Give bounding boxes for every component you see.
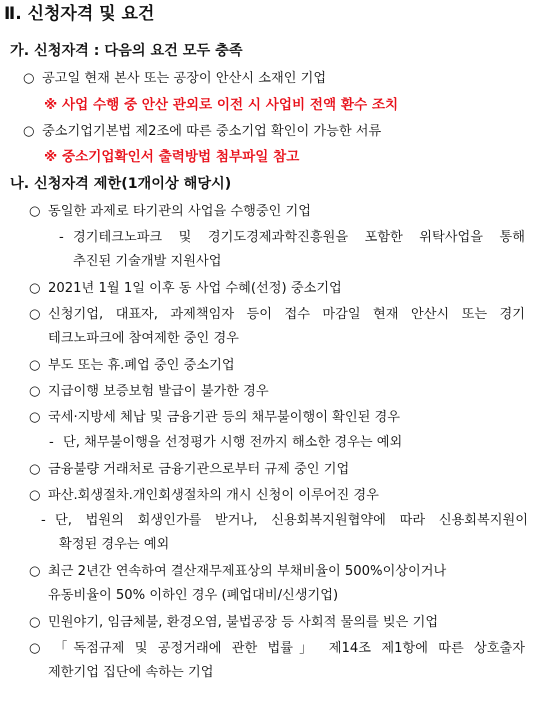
list-item-text: 「독점규제 및 공정거래에 관한 법률」 제14조 제1항에 따른 상호출자 <box>48 641 525 656</box>
list-item-continued: 유동비율이 50% 이하인 경우 (폐업대비/신생기업) <box>48 588 339 603</box>
list-item-text: 2021년 1월 1일 이후 동 사업 수혜(선정) 중소기업 <box>48 281 342 296</box>
bullet-circle-icon: ○ <box>29 615 41 630</box>
list-item-text: 국세·지방세 체납 및 금융기관 등의 채무불이행이 확인된 경우 <box>48 410 401 425</box>
list-item <box>23 123 381 141</box>
list-item-text: 민원야기, 임금체불, 환경오염, 불법공장 등 사회적 물의를 빚은 기업 <box>48 615 439 630</box>
sub-item-text: 단, 법원의 회생인가를 받거나, 신용회복지원협약에 따라 신용회복지원이 <box>55 513 528 528</box>
list-item <box>23 70 326 88</box>
bullet-circle-icon: ○ <box>29 462 41 477</box>
sub-item-text: 경기테크노파크 및 경기도경제과학진흥원을 포함한 위탁사업을 통해 <box>73 230 525 245</box>
part-b-title: 나. 신청자격 제한(1개이상 해당시) <box>10 176 232 192</box>
list-item <box>29 306 525 324</box>
list-item-text: 최근 2년간 연속하여 결산재무제표상의 부채비율이 500%이상이거나 <box>48 564 447 579</box>
list-item-text: 부도 또는 휴.폐업 중인 중소기업 <box>48 358 235 373</box>
bullet-circle-icon: ○ <box>23 71 35 86</box>
list-item-text: 파산.회생절차.개인회생절차의 개시 신청이 이루어진 경우 <box>48 488 379 503</box>
list-item <box>29 280 342 298</box>
list-item-text: 공고일 현재 본사 또는 공장이 안산시 소재인 기업 <box>42 71 327 86</box>
bullet-circle-icon: ○ <box>29 384 41 399</box>
list-item <box>29 203 311 221</box>
list-item <box>29 383 269 401</box>
list-item <box>29 614 438 632</box>
bullet-circle-icon: ○ <box>23 124 35 139</box>
section-title: Ⅱ. 신청자격 및 요건 <box>4 4 155 24</box>
bullet-circle-icon: ○ <box>29 641 41 656</box>
part-a-title: 가. 신청자격 : 다음의 요건 모두 충족 <box>10 43 243 59</box>
list-item-text: 금융불량 거래처로 금융기관으로부터 규제 중인 기업 <box>48 462 350 477</box>
dash-marker: - <box>41 513 46 528</box>
sub-item <box>59 229 525 247</box>
sub-item-continued: 추진된 기술개발 지원사업 <box>73 254 222 269</box>
sub-item-text: 단, 채무불이행을 선정평가 시행 전까지 해소한 경우는 예외 <box>63 435 403 450</box>
list-item-text: 중소기업기본법 제2조에 따른 중소기업 확인이 가능한 서류 <box>42 124 382 139</box>
bullet-circle-icon: ○ <box>29 564 41 579</box>
list-item-text: 지급이행 보증보험 발급이 불가한 경우 <box>48 384 269 399</box>
sub-item-continued: 확정된 경우는 예외 <box>59 537 170 552</box>
list-item-continued: 테크노파크에 참여제한 중인 경우 <box>48 331 239 346</box>
sub-item <box>41 512 528 530</box>
sub-item <box>49 434 402 452</box>
list-item <box>29 640 525 658</box>
warning-note: ※ 중소기업확인서 출력방법 첨부파일 참고 <box>44 149 300 165</box>
bullet-circle-icon: ○ <box>29 488 41 503</box>
warning-note: ※ 사업 수행 중 안산 관외로 이전 시 사업비 전액 환수 조치 <box>44 97 399 113</box>
list-item <box>29 409 400 427</box>
bullet-circle-icon: ○ <box>29 307 41 322</box>
list-item-text: 신청기업, 대표자, 과제책임자 등이 접수 마감일 현재 안산시 또는 경기 <box>48 307 525 322</box>
list-item <box>29 357 235 375</box>
list-item <box>29 461 349 479</box>
dash-marker: - <box>49 435 54 450</box>
bullet-circle-icon: ○ <box>29 358 41 373</box>
bullet-circle-icon: ○ <box>29 410 41 425</box>
bullet-circle-icon: ○ <box>29 281 41 296</box>
dash-marker: - <box>59 230 64 245</box>
list-item-continued: 제한기업 집단에 속하는 기업 <box>48 665 214 680</box>
list-item-text: 동일한 과제로 타기관의 사업을 수행중인 기업 <box>48 204 312 219</box>
bullet-circle-icon: ○ <box>29 204 41 219</box>
list-item <box>29 563 446 581</box>
list-item <box>29 487 379 505</box>
